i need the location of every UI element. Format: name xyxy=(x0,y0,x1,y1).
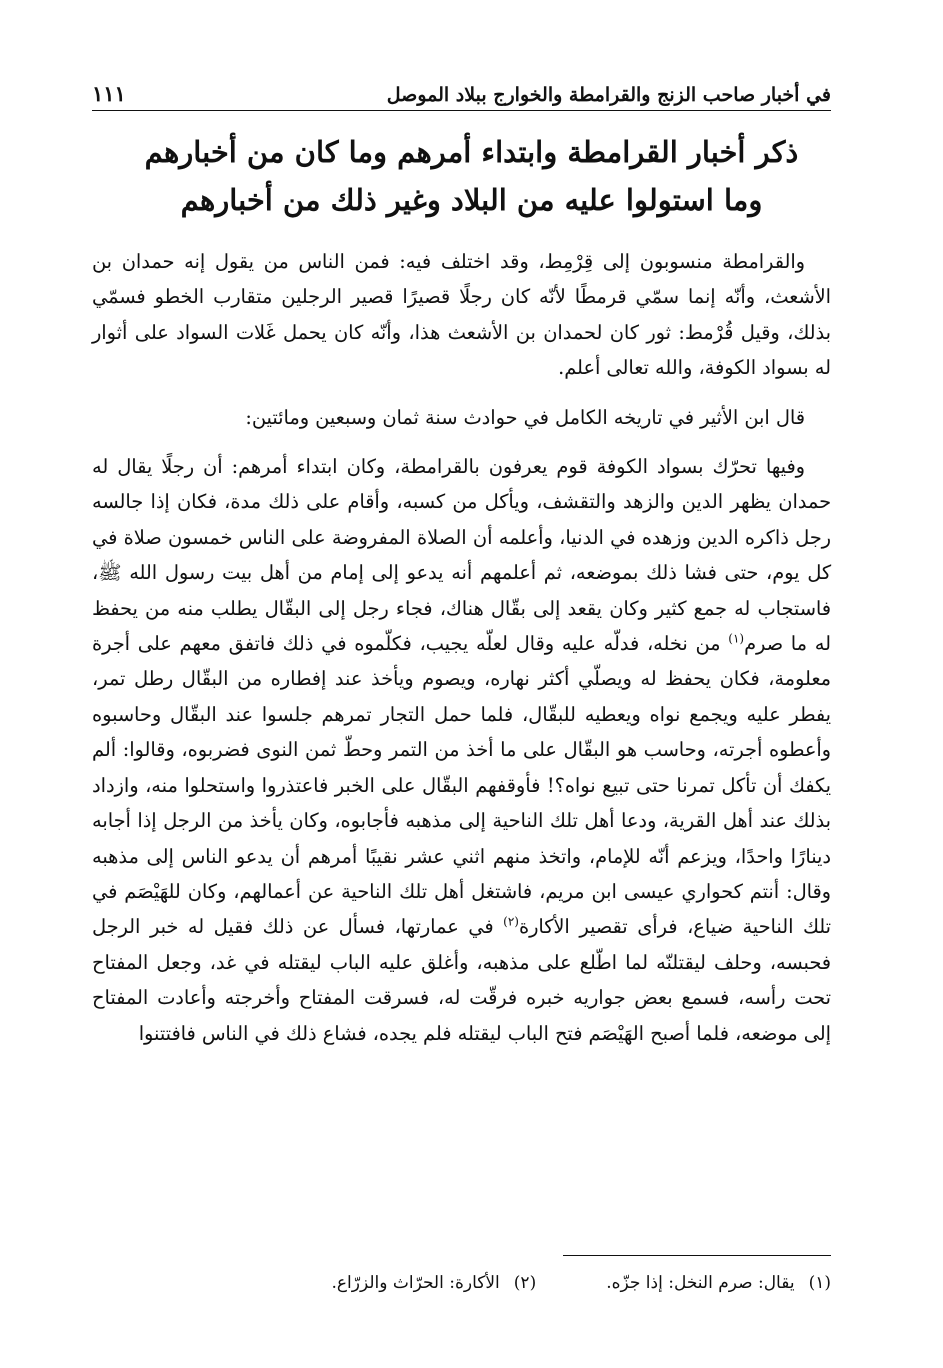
paragraph-1: والقرامطة منسوبون إلى قِرْمِط، وقد اختلف فيه: فمن الناس من يقول إنه حمدان بن الأشعث، وأنّه إنما سمّي قرمطًا لأنّه كان رجلًا قصيرًا قصير الرجلين متقارب الخطو فسمّي بذلك، وقيل قُرْمط: ثور كان لحمدان بن الأشعث هذا، وأنّه كان يحمل غَلات السواد على أثوار له بسواد الكوفة، والله تعالى أعلم. xyxy=(92,250,831,380)
footnote-1 xyxy=(606,1269,831,1297)
footnote-1-number: (١) xyxy=(808,1273,831,1293)
body-text xyxy=(92,244,831,1051)
paragraph-2: قال ابن الأثير في تاريخه الكامل في حوادث سنة ثمان وسبعين ومائتين: xyxy=(245,405,805,429)
paragraph-3-part-a: وفيها تحرّك بسواد الكوفة قوم يعرفون بالقرامطة، وكان ابتداء أمرهم: أن رجلًا يقال له حمدان يظهر الدين والزهد والتقشف، ويأكل من كسبه، وأقام على ذلك مدة، فكان إذا جالسه رجل ذاكره الدين وزهده في الدنيا، وأعلمه أن الصلاة المفروضة على الناس خمسون صلاة في كل يوم، حتى فشا ذلك بموضعه، ثم أعلمهم أنه يدعو إلى إمام من أهل بيت رسول الله ﷺ، فاستجاب له جمع كثير وكان يقعد إلى بقّال هناك، فجاء رجل إلى البقّال يطلب منه من يحفظ له ما صرم xyxy=(92,455,831,656)
footnote-ref-2: (٢) xyxy=(503,914,519,929)
paragraph-3 xyxy=(92,449,831,1051)
footnote-divider xyxy=(563,1255,831,1256)
chapter-title-line-1: ذكر أخبار القرامطة وابتداء أمرهم وما كان من أخبارهم xyxy=(144,135,799,169)
footnote-2-number: (٢) xyxy=(513,1273,537,1293)
footnote-2 xyxy=(331,1269,536,1297)
footnote-1-text: يقال: صرم النخل: إذا جزّه. xyxy=(606,1273,795,1293)
footnotes xyxy=(205,1269,831,1297)
footnote-ref-1: (١) xyxy=(728,631,745,646)
paragraph-3-part-c: في عمارتها، فسأل عن ذلك فقيل له خبر الرجل فحبسه، وحلف ليقتلنّه لما اطّلع على مذهبه، وأغلق عليه الباب ليقتله في غد، وجعل المفتاح تحت رأسه، فسمع بعض جواريه خبره فرقّت له، فسرقت المفتاح وأخرجته وأعادت المفتاح إلى موضعه، فلما أصبح الهَيْصَم فتح الباب ليقتله فلم يجده، فشاع ذلك في الناس فافتتنوا xyxy=(92,915,831,1045)
chapter-title-line-2: وما استولوا عليه من البلاد وغير ذلك من أخبارهم xyxy=(180,183,763,217)
page-number: ١١١ xyxy=(92,81,126,106)
paragraph-3-part-b: من نخله، فدلّه عليه وقال لعلّه يجيب، فكلّموه في ذلك فاتفق معهم على أجرة معلومة، فكان يحفظ له ويصلّي أكثر نهاره، ويصوم ويأخذ عند إفطاره من البقّال رطل تمر، يفطر عليه ويجمع نواه ويعطيه للبقّال، فلما حمل التجار تمرهم جلسوا عند البقّال وحاسبوه وأعطوه أجرته، وحاسب هو البقّال على ما أخذ من التمر وحطّ ثمن النوى فضربوه، وقالوا: ألم يكفك أن تأكل تمرنا حتى تبيع نواه؟! فأوقفهم البقّال على الخبر فاعتذروا واستحلوا منه، وازداد بذلك عند أهل القرية، ودعا أهل تلك الناحية إلى مذهبه فأجابوه، وكان يأخذ من الرجل إذا أجابه دينارًا واحدًا، ويزعم أنّه للإمام، واتخذ منهم اثني عشر نقيبًا أمرهم أن يدعو الناس إلى مذهبه وقال: أنتم كحواري عيسى ابن مريم، فاشتغل أهل تلك الناحية عن أعمالهم، وكان للهَيْصَم في تلك الناحية ضياع، فرأى تقصير الأكارة xyxy=(92,632,832,939)
footnote-2-text: الأكارة: الحرّاث والزرّاع. xyxy=(331,1273,500,1293)
running-title: في أخبار صاحب الزنج والقرامطة والخوارج ببلاد الموصل xyxy=(386,84,831,106)
chapter-title xyxy=(100,128,843,224)
page-header xyxy=(92,66,831,111)
